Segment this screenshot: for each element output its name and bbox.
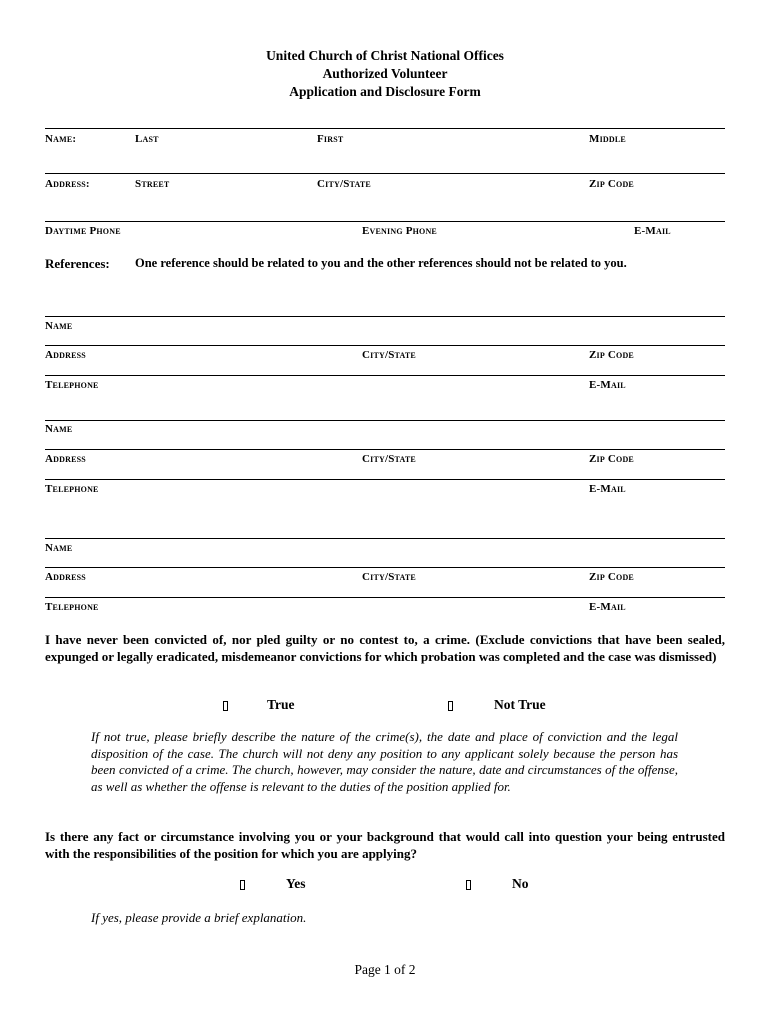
true-option-label: True: [267, 697, 295, 712]
reference-1-name-label: Name: [45, 320, 73, 332]
divider-line: [45, 538, 725, 539]
divider-line: [45, 128, 725, 129]
not-true-option-label: Not True: [494, 697, 546, 712]
form-title-organization: United Church of Christ National Offices: [266, 48, 504, 63]
reference-1-email-label: E-Mail: [589, 379, 626, 391]
reference-3-zip-label: Zip Code: [589, 571, 634, 583]
not-true-checkbox[interactable]: [448, 701, 453, 711]
zip-code-label: Zip Code: [589, 178, 634, 190]
name-label: Name:: [45, 133, 77, 145]
reference-2-email-label: E-Mail: [589, 483, 626, 495]
divider-line: [45, 345, 725, 346]
divider-line: [45, 449, 725, 450]
daytime-phone-label: Daytime Phone: [45, 225, 121, 237]
city-state-label: City/State: [317, 178, 371, 190]
no-option-label: No: [512, 876, 529, 891]
reference-3-address-label: Address: [45, 571, 86, 583]
divider-line: [45, 173, 725, 174]
email-label: E-Mail: [634, 225, 671, 237]
references-instruction: One reference should be related to you and the other references should not be related to you.: [135, 256, 627, 270]
no-checkbox[interactable]: [466, 880, 471, 890]
divider-line: [45, 420, 725, 421]
first-name-label: First: [317, 133, 344, 145]
reference-2-city-state-label: City/State: [362, 453, 416, 465]
reference-3-telephone-label: Telephone: [45, 601, 99, 613]
form-title-volunteer: Authorized Volunteer: [322, 66, 448, 81]
reference-1-city-state-label: City/State: [362, 349, 416, 361]
circumstance-question: Is there any fact or circumstance involving you or your background that would call into question your being entrusted with the responsibilities of the position for which you are applying?: [45, 829, 725, 861]
reference-1-zip-label: Zip Code: [589, 349, 634, 361]
circumstance-explanation: If yes, please provide a brief explanation.: [91, 910, 307, 925]
middle-name-label: Middle: [589, 133, 626, 145]
reference-2-address-label: Address: [45, 453, 86, 465]
evening-phone-label: Evening Phone: [362, 225, 437, 237]
street-label: Street: [135, 178, 170, 190]
divider-line: [45, 221, 725, 222]
reference-2-zip-label: Zip Code: [589, 453, 634, 465]
reference-3-city-state-label: City/State: [362, 571, 416, 583]
conviction-statement: I have never been convicted of, nor pled guilty or no contest to, a crime. (Exclude convictions that have been sealed, expunged or legally eradicated, misdemeanor convictions for which probation was completed and the case was dismissed): [45, 632, 725, 664]
yes-checkbox[interactable]: [240, 880, 245, 890]
divider-line: [45, 479, 725, 480]
reference-1-address-label: Address: [45, 349, 86, 361]
reference-2-name-label: Name: [45, 423, 73, 435]
reference-1-telephone-label: Telephone: [45, 379, 99, 391]
yes-option-label: Yes: [286, 876, 306, 891]
divider-line: [45, 316, 725, 317]
reference-3-email-label: E-Mail: [589, 601, 626, 613]
last-name-label: Last: [135, 133, 159, 145]
true-checkbox[interactable]: [223, 701, 228, 711]
reference-3-name-label: Name: [45, 542, 73, 554]
form-title-application: Application and Disclosure Form: [289, 84, 481, 99]
conviction-explanation: If not true, please briefly describe the nature of the crime(s), the date and place of conviction and the legal disposition of the case. The church will not deny any position to any applicant solely because the person has been convicted of a crime. The church, however, may consider the nature, date and circumstances of the offense, as well as whether the offense is relevant to the duties of the position applied for.: [91, 729, 678, 794]
divider-line: [45, 375, 725, 376]
page-number: Page 1 of 2: [354, 962, 416, 977]
address-label: Address:: [45, 178, 90, 190]
references-label: References:: [45, 256, 110, 271]
reference-2-telephone-label: Telephone: [45, 483, 99, 495]
divider-line: [45, 567, 725, 568]
divider-line: [45, 597, 725, 598]
